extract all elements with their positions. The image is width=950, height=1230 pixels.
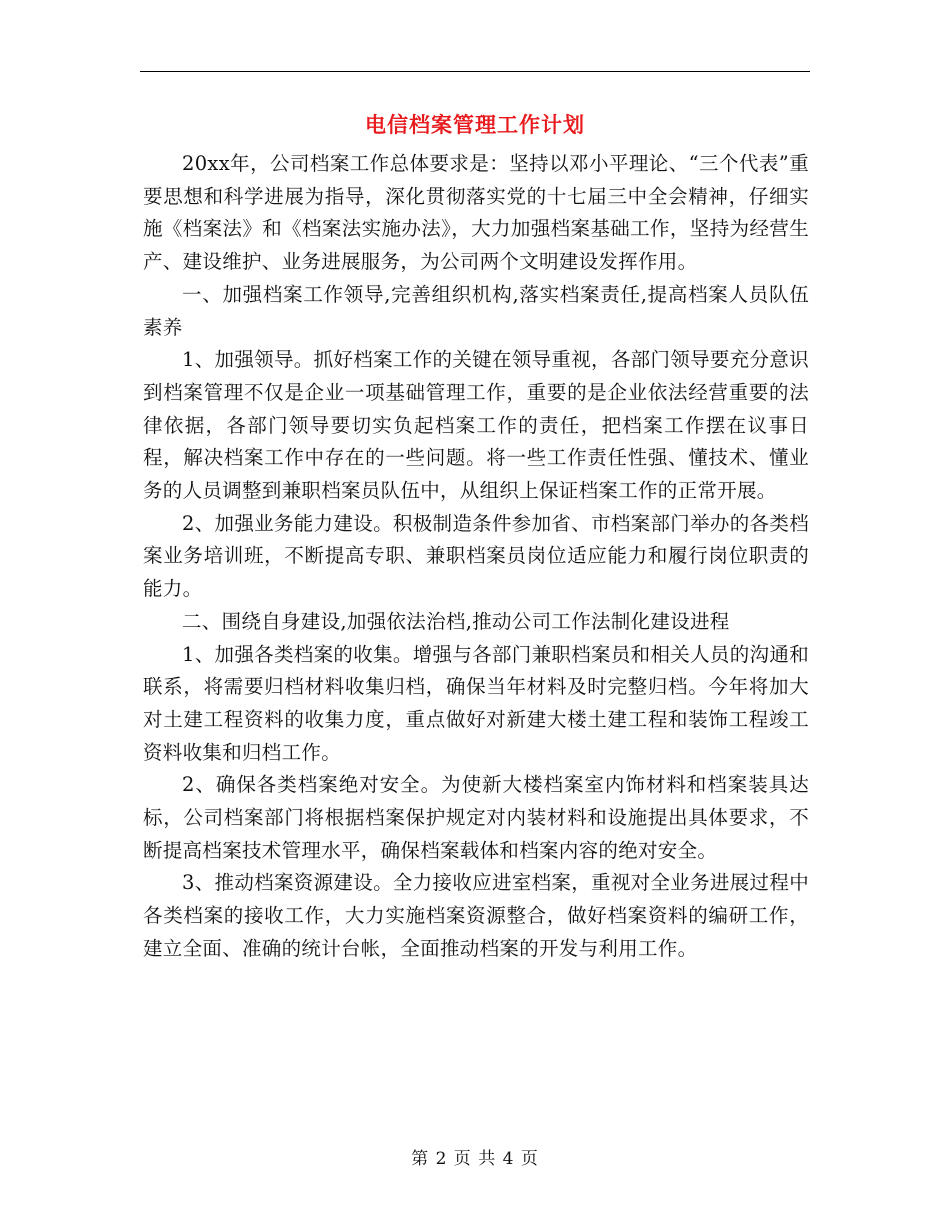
section-heading-1: 一、加强档案工作领导,完善组织机构,落实档案责任,提高档案人员队伍素养 bbox=[143, 282, 809, 339]
paragraph-resources: 3、推动档案资源建设。全力接收应进室档案，重视对全业务进展过程中各类档案的接收工作，大力实施档案资源整合，做好档案资料的编研工作，建立全面、准确的统计台帐，全面推动档案的开发与利用工作。 bbox=[143, 871, 809, 960]
document-title: 电信档案管理工作计划 bbox=[365, 112, 585, 137]
section-heading-2: 二、围绕自身建设,加强依法治档,推动公司工作法制化建设进程 bbox=[182, 609, 730, 633]
paragraph-safety: 2、确保各类档案绝对安全。为使新大楼档案室内饰材料和档案装具达标，公司档案部门将根据档案保护规定对内装材料和设施提出具体要求，不断提高档案技术管理水平，确保档案载体和档案内容的绝对安全。 bbox=[143, 773, 809, 862]
paragraph-collection: 1、加强各类档案的收集。增强与各部门兼职档案员和相关人员的沟通和联系，将需要归档材料收集归档，确保当年材料及时完整归档。今年将加大对土建工程资料的收集力度，重点做好对新建大楼土建工程和装饰工程竣工资料收集和归档工作。 bbox=[143, 642, 809, 764]
paragraph-leadership: 1、加强领导。抓好档案工作的关键在领导重视，各部门领导要充分意识到档案管理不仅是企业一项基础管理工作，重要的是企业依法经营重要的法律依据，各部门领导要切实负起档案工作的责任，把档案工作摆在议事日程，解决档案工作中存在的一些问题。将一些工作责任性强、懂技术、懂业务的人员调整到兼职档案员队伍中，从组织上保证档案工作的正常开展。 bbox=[143, 348, 809, 503]
page-footer bbox=[0, 1147, 950, 1171]
page-number: 第 2 页 共 4 页 bbox=[411, 1149, 539, 1169]
document-body bbox=[143, 148, 809, 966]
paragraph-capability: 2、加强业务能力建设。积极制造条件参加省、市档案部门举办的各类档案业务培训班，不断提高专职、兼职档案员岗位适应能力和履行岗位职责的能力。 bbox=[143, 511, 809, 601]
intro-paragraph: 20xx年，公司档案工作总体要求是：坚持以邓小平理论、“三个代表”重要思想和科学进展为指导，深化贯彻落实党的十七届三中全会精神，仔细实施《档案法》和《档案法实施办法》，大力加强档案基础工作，坚持为经营生产、建设维护、业务进展服务，为公司两个文明建设发挥作用。 bbox=[143, 152, 809, 274]
header-rule bbox=[140, 71, 810, 72]
